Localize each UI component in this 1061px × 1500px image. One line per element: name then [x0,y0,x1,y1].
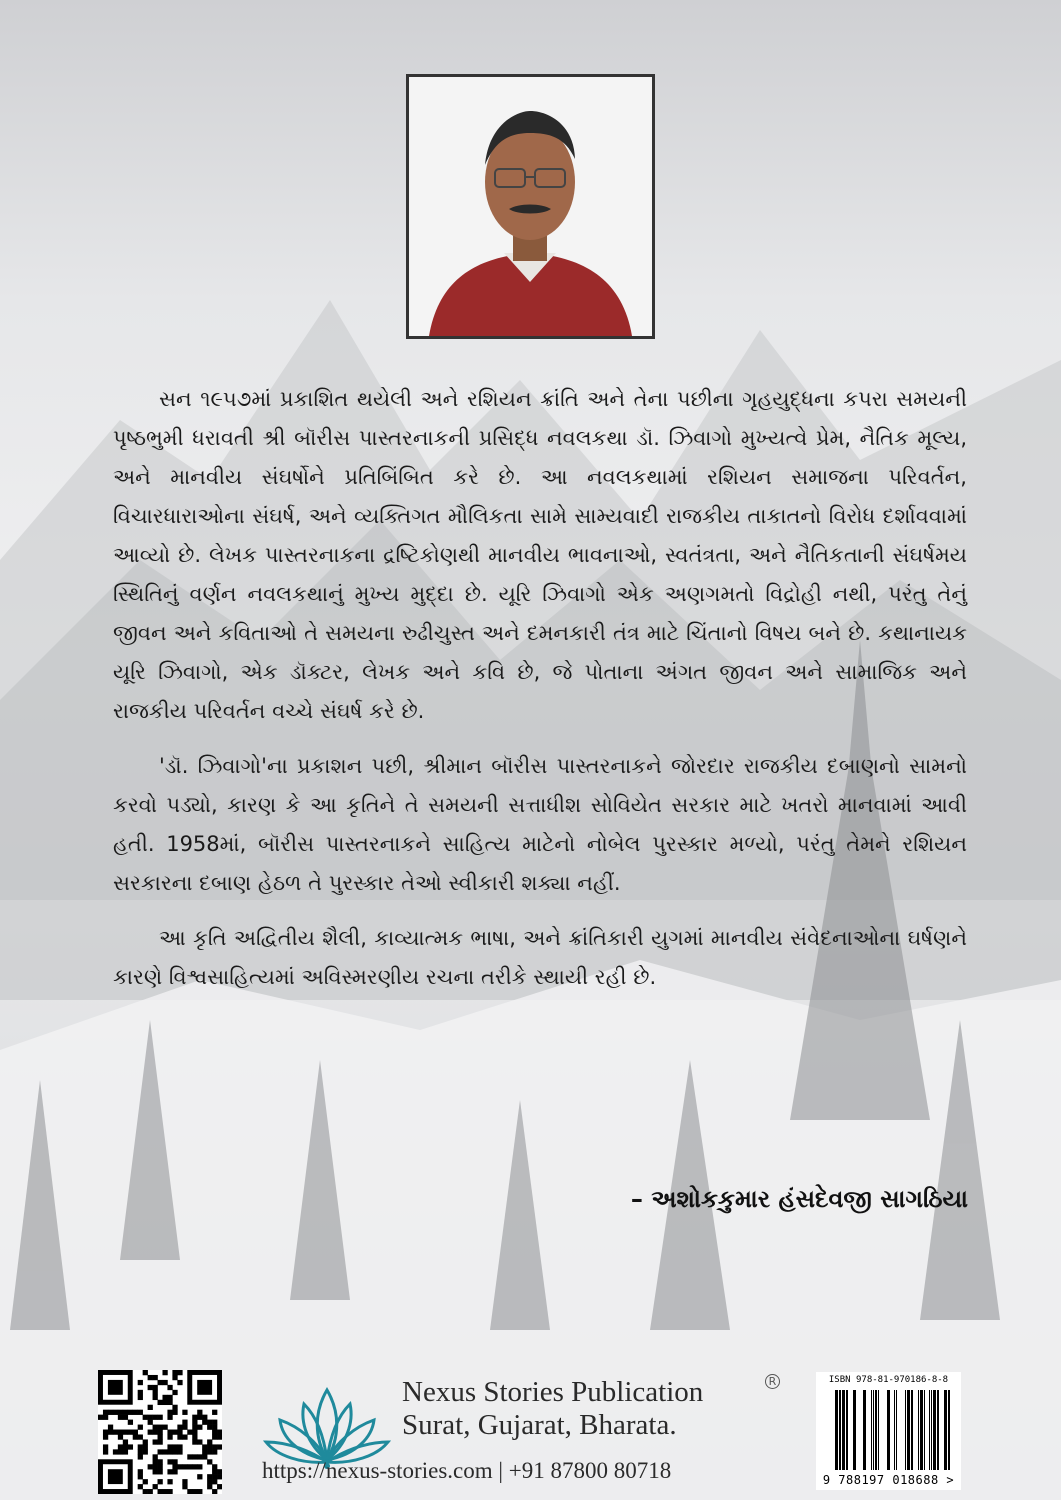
barcode-icon [822,1388,955,1472]
publisher-address: Surat, Gujarat, Bharata. [402,1409,677,1441]
blurb-paragraph-3: આ કૃતિ અદ્વિતીય શૈલી, કાવ્યાત્મક ભાષા, અને ક્રાંતિકારી યુગમાં માનવીય સંવેદનાઓના ઘર્ષણને કારણે વિશ્વસાહિત્યમાં અવિસ્મરણીય રચના તરીકે સ્થાયી રહી છે. [113,926,967,989]
blurb-text [113,380,967,997]
registered-mark: R [765,1374,780,1389]
publisher-name: Nexus Stories Publication [402,1376,704,1408]
blurb-paragraph-1: સન ૧૯૫૭માં પ્રકાશિત થયેલી અને રશિયન ક્રાંતિ અને તેના પછીના ગૃહયુદ્ધના કપરા સમયની પૃષ્ઠભુમી ધરાવતી શ્રી બૉરીસ પાસ્તરનાકની પ્રસિદ્ધ નવલકથા ડૉ. ઝિવાગો મુખ્યત્વે પ્રેમ, નૈતિક મૂલ્ય, અને માનવીય સંઘર્ષોને પ્રતિબિંબિત કરે છે. આ નવલકથામાં રશિયન સમાજના પરિવર્તન, વિચારધારાઓના સંઘર્ષ, અને વ્યક્તિગત મૌલિકતા સામે સામ્યવાદી રાજકીય તાકાતનો વિરોધ દર્શાવવામાં આવ્યો છે. લેખક પાસ્તરનાકના દ્રષ્ટિકોણથી માનવીય ભાવનાઓ, સ્વતંત્રતા, અને નૈતિકતાની સંઘર્ષમય સ્થિતિનું વર્ણન નવલકથાનું મુખ્ય મુદ્દા છે. યૂરિ ઝિવાગો એક અણગમતો વિદ્રોહી નથી, પરંતુ તેનું જીવન અને કવિતાઓ તે સમયના રુઢીચુસ્ત અને દમનકારી તંત્ર માટે ચિંતાનો વિષય બને છે. કથાનાયક યૂરિ ઝિવાગો, એક ડૉક્ટર, લેખક અને કવિ છે, જે પોતાના અંગત જીવન અને સામાજિક અને રાજકીય પરિવર્તન વચ્ચે સંઘર્ષ કરે છે. [113,387,967,723]
isbn-barcode-number: 9 788197 018688 > [822,1473,955,1487]
publisher-contact: https://nexus-stories.com | +91 87800 80718 [262,1458,672,1483]
author-photo [406,74,655,339]
isbn-barcode [816,1372,961,1490]
publisher-info [402,1376,703,1442]
blurb-paragraph-2: 'ડૉ. ઝિવાગો'ના પ્રકાશન પછી, શ્રીમાન બૉરીસ પાસ્તરનાકને જોરદાર રાજકીય દબાણનો સામનો કરવો પડ્યો, કારણ કે આ કૃતિને તે સમયની સત્તાધીશ સોવિયેત સરકાર માટે ખતરો માનવામાં આવી હતી. 1958માં, બૉરીસ પાસ્તરનાકને સાહિત્ય માટેનો નોબેલ પુરસ્કાર મળ્યો, પરંતુ તેમને રશિયન સરકારના દબાણ હેઠળ તે પુરસ્કાર તેઓ સ્વીકારી શક્યા નહીં. [113,754,967,895]
author-signature: – અશોકકુમાર હંસદેવજી સાગઠિયા [630,1185,968,1213]
isbn-label: ISBN 978-81-970186-8-8 [828,1375,949,1385]
qr-code [98,1370,222,1494]
